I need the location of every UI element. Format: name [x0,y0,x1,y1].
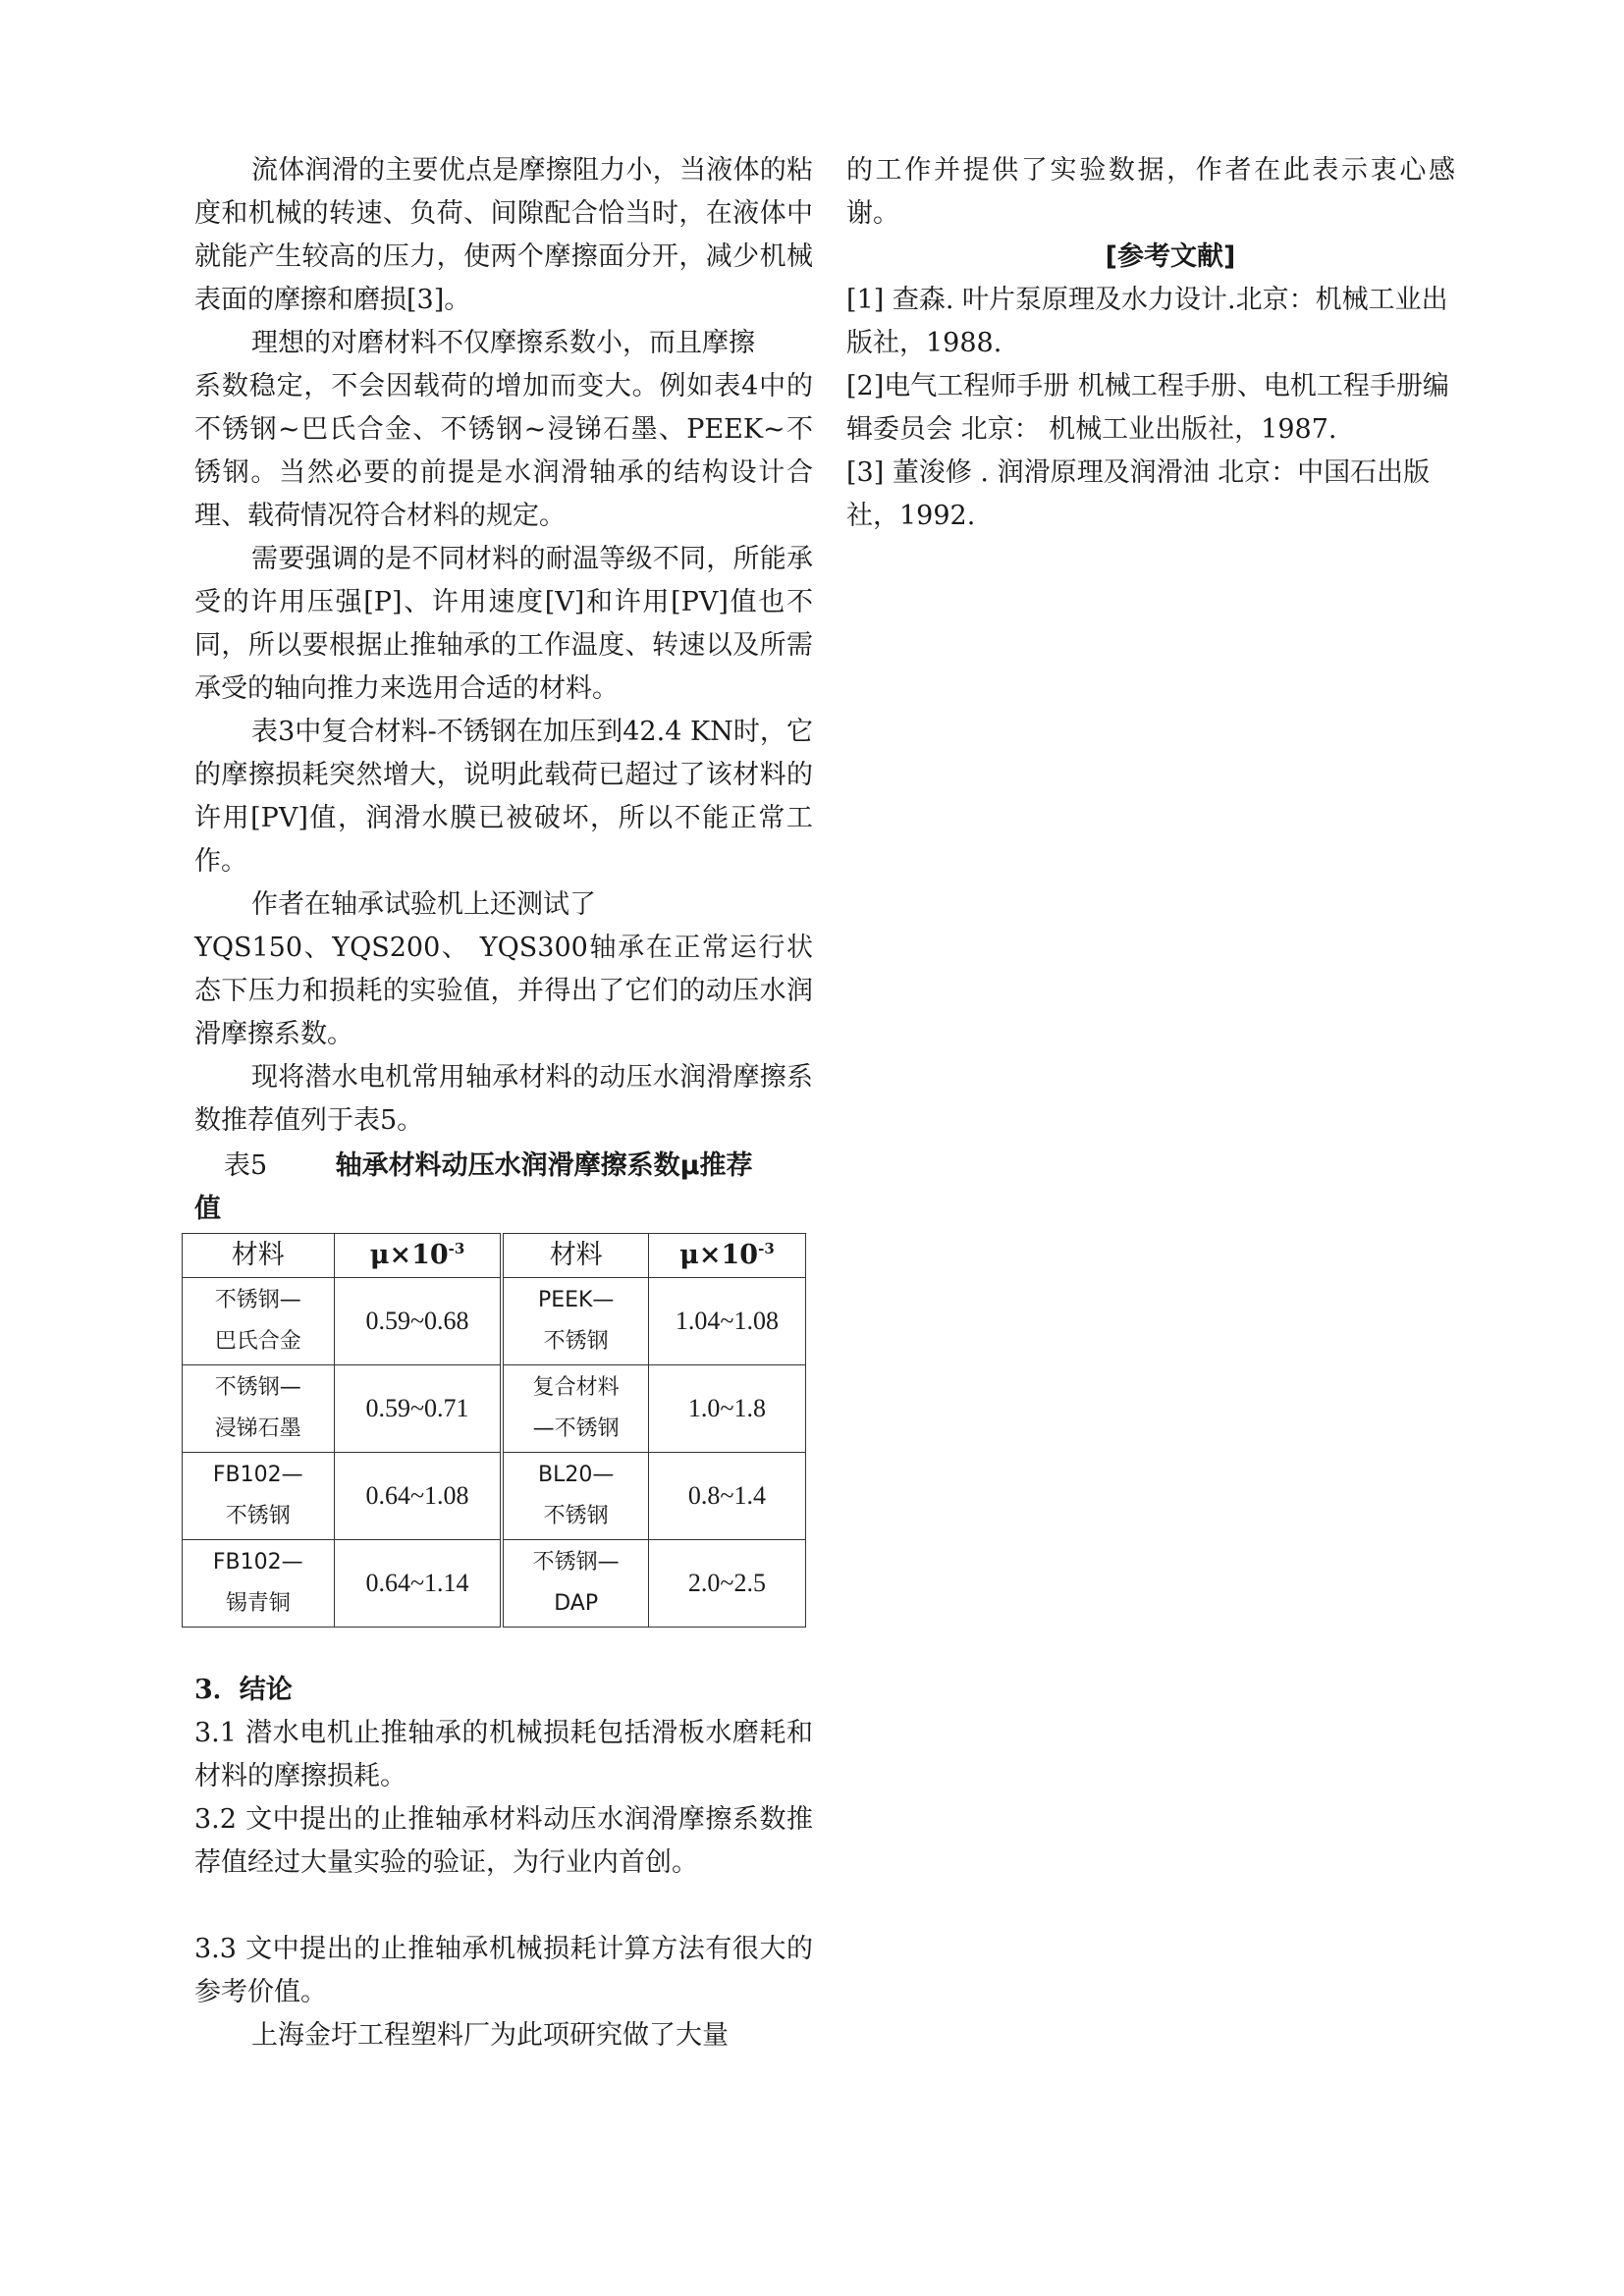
header-mu-1-text: μ×10 [369,1240,449,1270]
cell-material-line1: 不锈钢— [532,1550,620,1575]
cell-value: 2.0~2.5 [648,1540,805,1628]
cell-value: 0.59~0.71 [334,1365,502,1453]
acknowledgement: 上海金圩工程塑料厂为此项研究做了大量 [251,2020,729,2051]
header-material-1: 材料 [183,1234,335,1278]
header-material-2: 材料 [502,1234,648,1278]
cell-value: 0.59~0.68 [334,1278,502,1365]
cell-material [502,1278,648,1365]
header-mu-1 [334,1234,502,1278]
paragraph-ideal-material-b: 系数稳定，不会因载荷的增加而变大。例如表4中的不锈钢~巴氏合金、不锈钢~浸锑石墨、PEEK~不锈钢。当然必要的前提是水润滑轴承的结构设计合理、载荷情况符合材料的规定。 [194,371,813,531]
table-row [183,1278,806,1365]
cell-material [183,1278,335,1365]
table-header-row [183,1234,806,1278]
cell-material [183,1365,335,1453]
header-mu-2 [648,1234,805,1278]
header-mu-2-exp: -3 [758,1240,775,1257]
friction-coefficient-table [182,1233,806,1628]
reference-1: [1] 查森. 叶片泵原理及水力设计.北京：机械工业出版社，1988. [846,285,1448,358]
table-row [183,1540,806,1628]
header-mu-2-text: μ×10 [679,1240,759,1270]
reference-2: [2]电气工程师手册 机械工程手册、电机工程手册编辑委员会 北京： 机械工业出版社，1987. [846,371,1449,445]
cell-material-line2: DAP [554,1591,599,1616]
right-column [846,149,1455,538]
paragraph-table5-intro: 现将潜水电机常用轴承材料的动压水润滑摩擦系数推荐值列于表5。 [194,1062,813,1136]
spacer [194,1885,813,1928]
left-column [194,149,813,2057]
cell-material-line2: 浸锑石墨 [214,1416,301,1441]
references-heading: [参考文献] [1105,241,1236,272]
cell-value: 0.64~1.08 [334,1453,502,1540]
table-row [183,1365,806,1453]
table-caption [194,1145,813,1231]
cell-material-line1: BL20— [538,1463,615,1487]
cell-value: 0.64~1.14 [334,1540,502,1628]
paragraph-lubrication-advantage: 流体润滑的主要优点是摩擦阻力小，当液体的粘度和机械的转速、负荷、间隙配合恰当时，在液体中就能产生较高的压力，使两个摩擦面分开，减少机械表面的摩擦和磨损[3]。 [194,155,813,315]
cell-material-line2: 不锈钢 [543,1329,609,1354]
cell-value: 0.8~1.4 [648,1453,805,1540]
cell-material-line2: 巴氏合金 [214,1329,301,1354]
header-mu-1-exp: -3 [448,1240,465,1257]
conclusion-3-3: 3.3 文中提出的止推轴承机械损耗计算方法有很大的参考价值。 [194,1934,813,2007]
cell-material-line1: PEEK— [537,1288,615,1312]
paragraph-table3-note: 表3中复合材料-不锈钢在加压到42.4 KN时，它的摩擦损耗突然增大，说明此载荷已超过了该材料的许用[PV]值，润滑水膜已被破坏，所以不能正常工作。 [194,717,813,877]
cell-material-line2: 不锈钢 [225,1504,291,1528]
cell-value: 1.0~1.8 [648,1365,805,1453]
cell-material [502,1453,648,1540]
table-caption-label: 表5 [224,1150,268,1181]
table-caption-text2: 值 [194,1194,221,1224]
conclusion-3-1: 3.1 潜水电机止推轴承的机械损耗包括滑板水磨耗和材料的摩擦损耗。 [194,1718,813,1791]
cell-material-line2: 不锈钢 [543,1504,609,1528]
conclusion-3-2: 3.2 文中提出的止推轴承材料动压水润滑摩擦系数推荐值经过大量实验的验证，为行业内首创。 [194,1804,813,1878]
acknowledgement-continued: 的工作并提供了实验数据，作者在此表示衷心感谢。 [846,155,1455,229]
paragraph-temperature-grade: 需要强调的是不同材料的耐温等级不同，所能承受的许用压强[P]、许用速度[V]和许用[PV]值也不同，所以要根据止推轴承的工作温度、转速以及所需承受的轴向推力来选用合适的材料。 [194,544,813,704]
section-3-title: 3．结论 [194,1675,293,1705]
table-row [183,1453,806,1540]
cell-value: 1.04~1.08 [648,1278,805,1365]
cell-material-line1: 不锈钢— [214,1375,301,1400]
reference-3: [3] 董浚修 . 润滑原理及润滑油 北京：中国石出版社，1992. [846,457,1431,531]
cell-material-line2: 锡青铜 [225,1591,291,1616]
cell-material-line2: —不锈钢 [532,1416,620,1441]
cell-material [183,1453,335,1540]
paragraph-ideal-material-a: 理想的对磨材料不仅摩擦系数小，而且摩擦 [251,328,755,358]
cell-material-line1: FB102— [212,1463,303,1487]
cell-material-line1: FB102— [212,1550,303,1575]
cell-material-line1: 复合材料 [532,1375,620,1400]
paragraph-test-bench-b: YQS150、YQS200、 YQS300轴承在正常运行状态下压力和损耗的实验值，并得出了它们的动压水润滑摩擦系数。 [194,933,813,1049]
paragraph-test-bench-a: 作者在轴承试验机上还测试了 [251,889,596,920]
cell-material-line1: 不锈钢— [214,1288,301,1312]
cell-material [183,1540,335,1628]
cell-material [502,1540,648,1628]
cell-material [502,1365,648,1453]
table-caption-text: 轴承材料动压水润滑摩擦系数μ推荐 [335,1150,753,1181]
